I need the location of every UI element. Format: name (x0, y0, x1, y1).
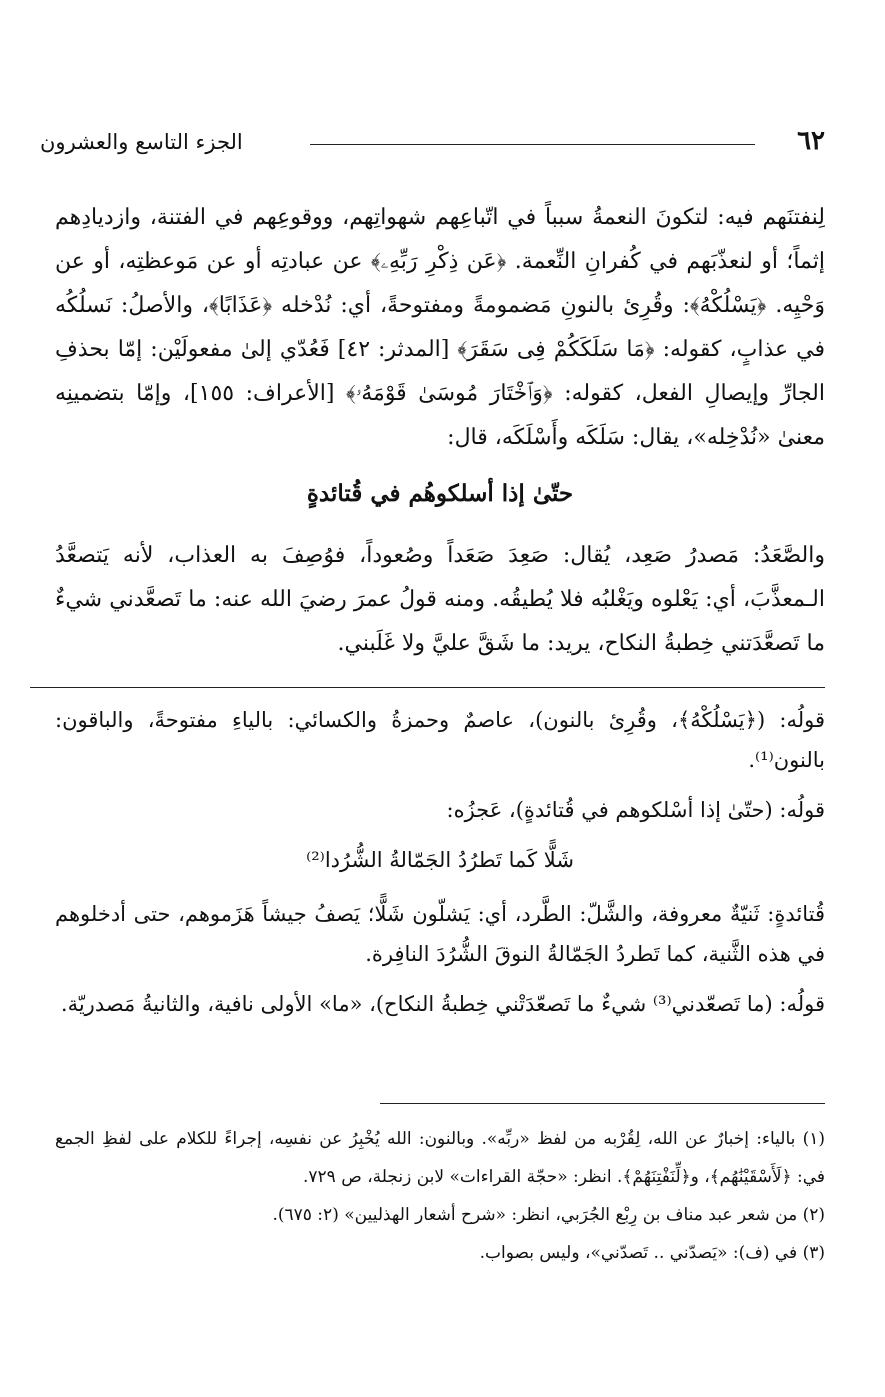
running-header (40, 124, 825, 164)
page-number: ٦٢ (797, 126, 825, 156)
footnote-3: (٣) في (ف): «يَصدّني .. تَصدّني»، وليس بصواب. (479, 1243, 825, 1263)
footnote-2: (٢) من شعر عبد مناف بن رِبْع الجُرَبي، انظر: «شرح أشعار الهذليين» (٢: ٦٧٥). (272, 1205, 825, 1225)
main-paragraph-1: لِنفتنَهم فيه: لتكونَ النعمةُ سبباً في اتّباعِهم شهواتِهم، ووقوعِهم في الفتنة، وازديادِهم إثماً؛ أو لنعذّبَهم في كُفرانِ النِّعمة. ﴿عَن ذِكْرِ رَبِّهِۦ﴾ عن عبادتِه أو عن مَوعظتِه، أو عن وَحْيِه. ﴿يَسْلُكْهُ﴾: وقُرِئ بالنونِ مَضمومةً ومفتوحةً، أي: نُدْخله ﴿عَذَابًا﴾، والأصلُ: نَسلُكُه في عذابٍ، كقوله: ﴿مَا سَلَكَكُمْ فِى سَقَرَ﴾ [المدثر: ٤٢] فَعُدّي إلىٰ مفعولَيْن: إمّا بحذفِ الجارِّ وإيصالِ الفعل، كقوله: ﴿وَٱخْتَارَ مُوسَىٰ قَوْمَهُۥ﴾ [الأعراف: ١٥٥]، وإمّا بتضمينِه معنىٰ «نُدْخِله»، يقال: سَلَكَه وأَسْلَكَه، قال: (55, 205, 825, 450)
commentary-paragraph-4: قولُه: (ما تَصعّدني⁽³⁾ شيءٌ ما تَصعّدَتْني خِطبةُ النكاح)، «ما» الأولى نافية، والثانيةُ مَصدريّة. (60, 992, 825, 1016)
commentary-paragraph-3: قُتائدةٍ: ثَنيّةٌ معروفة، والشَّلّ: الطَّرد، أي: يَشلّون شَلًّا؛ يَصفُ جيشاً هَزَموهم، حتى أدخلوهم في هذه الثَّنية، كما تَطردُ الجَمّالةُ النوقَ الشُّرُدَ النافِرة. (55, 902, 825, 966)
header-rule (310, 144, 755, 145)
chapter-title: الجزء التاسع والعشرون (40, 130, 243, 154)
footnote-1: (١) بالياء: إخبارٌ عن الله، لِقُرْبه من لفظ «ربِّه». وبالنون: الله يُخْبِرُ عن نفسِه، إجراءً للكلام على لفظِ الجمع في: ﴿لَأَسْقَيْنَٰهُم﴾، و﴿لِّنَفْتِنَهُمْ﴾. انظر: «حجّة القراءات» لابن زنجلة، ص ٧٢٩. (55, 1129, 825, 1187)
footnotes (55, 1120, 825, 1272)
commentary-paragraph-2: قولُه: (حتّىٰ إذا أسْلكوهم في قُتائدةٍ)، عَجزُه: (446, 798, 825, 822)
commentary-poem-line: شَلًّا كَما تَطرُدُ الجَمّالةُ الشُّرُدا⁽²⁾ (306, 848, 574, 872)
commentary-paragraph-1: قولُه: (﴿يَسْلُكْهُ﴾، وقُرِئ بالنون)، عاصمٌ وحمزةُ والكسائي: بالياءِ مفتوحةً، والباقون: بالنون⁽¹⁾. (55, 708, 825, 772)
poetry-verse: حتّىٰ إذا أسلكوهُم في قُتائدةٍ (306, 480, 574, 507)
commentary-separator (30, 687, 825, 688)
commentary-section (55, 700, 825, 1034)
footnote-separator (380, 1103, 825, 1104)
main-text (55, 196, 825, 666)
main-paragraph-2: والصَّعَدُ: مَصدرُ صَعِد، يُقال: صَعِدَ صَعَداً وصُعوداً، فوُصِفَ به العذاب، لأنه يَتصعَّدُ الـمعذَّبَ، أي: يَعْلوه ويَغْلبُه فلا يُطيقُه. ومنه قولُ عمرَ رضيَ الله عنه: ما تَصعَّدني شيءٌ ما تَصعَّدَتني خِطبةُ النكاح، يريد: ما شَقَّ عليَّ ولا غَلَبني. (55, 543, 825, 656)
